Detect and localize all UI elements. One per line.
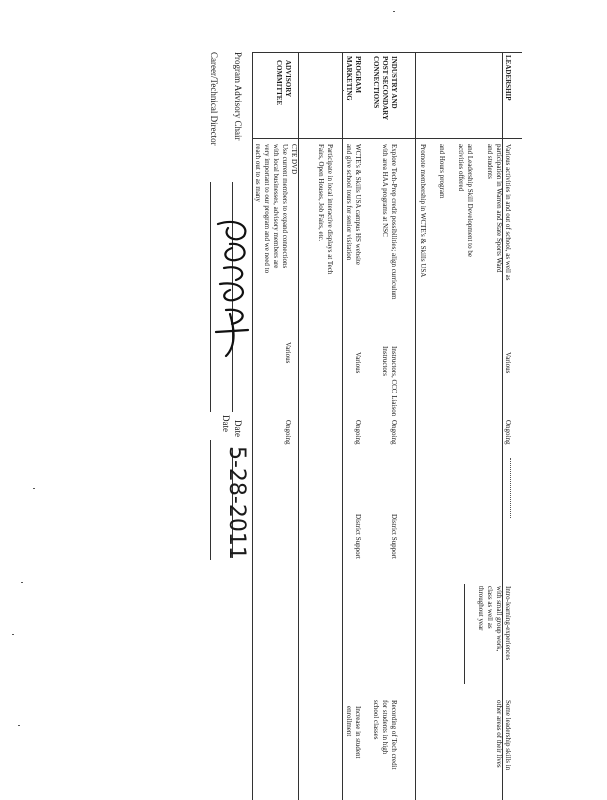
advisory-line-5: reach out to as many xyxy=(254,144,262,202)
leadership-person: Various xyxy=(504,352,512,374)
leadership-line-2: participation in Warren and State Sports Ward xyxy=(495,144,503,273)
marketing-heading-line-1: PROGRAM xyxy=(354,56,362,93)
leadership-note-box-left xyxy=(464,584,465,684)
marketing-outcome-line-2: enrollment xyxy=(345,706,353,737)
industry-budget: District Support xyxy=(390,514,398,559)
advisory-person: Various xyxy=(284,342,292,364)
marketing-person: Various xyxy=(354,352,362,374)
advisory-heading-line-1: ADVISORY xyxy=(284,60,292,98)
advisory-line-1: CTE DVD xyxy=(290,144,298,175)
marketing-line-4: Fairs, Open Houses, Job Fairs, etc. xyxy=(317,144,325,242)
industry-person-line-2: Instructors xyxy=(381,346,389,376)
program-advisory-chair-label: Program Advisory Chair xyxy=(233,52,243,141)
table-column-divider xyxy=(298,52,299,800)
industry-outcome-line-1: Recording of Tech credit xyxy=(390,700,398,770)
leadership-line-3: and students xyxy=(486,144,494,179)
advisory-heading-line-2: COMMITTEE xyxy=(275,60,283,106)
table-top-border xyxy=(252,52,522,53)
industry-outcome-line-3: school classes xyxy=(372,700,380,740)
marketing-line-1: WCTE's & Skills USA campus HS website xyxy=(354,144,362,266)
industry-heading-line-3: CONNECTIONS xyxy=(372,56,380,109)
leadership-note-1-line-2: with small group work, xyxy=(495,586,503,652)
leadership-heading: LEADERSHIP xyxy=(504,55,512,101)
scan-speck-3 xyxy=(21,582,23,583)
table-label-divider xyxy=(252,138,522,139)
marketing-line-3: Participate in local interactive displays at Tech xyxy=(326,144,334,275)
marketing-heading-line-2: MARKETING xyxy=(345,56,353,101)
marketing-line-2: and give school tours for senior visitation xyxy=(345,144,353,261)
leadership-line-6: and Hours program xyxy=(438,144,446,199)
industry-heading-line-1: INDUSTRY AND xyxy=(390,56,398,109)
handwritten-date: 5-28-2011 xyxy=(224,446,249,560)
industry-line-1: Explore Tech-Prep credit possibilities; align curriculum xyxy=(390,144,398,300)
industry-person-line-1: Instructors, CCC Liaison xyxy=(390,346,398,417)
leadership-note-1-line-1: Intro-learning-experiences xyxy=(504,586,512,661)
leadership-line-1: Various activities in and out of school, as well as xyxy=(504,144,512,281)
industry-line-2: with area HAA programs at NSC xyxy=(381,144,389,237)
leadership-line-5: activities offered xyxy=(457,144,465,192)
industry-timeline: Ongoing xyxy=(390,420,398,445)
advisory-line-2: Use current members to expand connections xyxy=(281,144,289,269)
advisory-line-4: very important to our program and we need to xyxy=(263,144,271,274)
marketing-outcome-line-1: Increase in student xyxy=(354,706,362,759)
handwritten-signature xyxy=(206,214,256,364)
advisory-timeline: Ongoing xyxy=(284,420,292,445)
director-date-label: Date xyxy=(221,415,231,432)
table-row-divider-1 xyxy=(342,52,343,800)
director-date-line xyxy=(210,440,211,560)
career-technical-director-label: Career/Technical Director xyxy=(209,52,219,146)
leadership-note-2-line-2: other areas of their lives xyxy=(495,700,503,768)
scan-speck-1 xyxy=(393,11,395,12)
industry-outcome-line-2: for students in high xyxy=(381,700,389,755)
leadership-line-7: Promote membership in WCTE's & Skills USA xyxy=(419,144,427,278)
table-row-divider-2 xyxy=(415,52,416,800)
leadership-note-2-line-1: Some leadership skills in xyxy=(504,700,512,771)
leadership-timeline: Ongoing xyxy=(504,420,512,445)
leadership-note-1-line-3: class as well as xyxy=(486,586,494,629)
leadership-timeline-rule xyxy=(510,458,512,518)
marketing-budget: District Support xyxy=(354,514,362,559)
chair-date-label: Date xyxy=(233,420,243,437)
scan-speck-4 xyxy=(12,634,14,635)
industry-heading-line-2: POST SECONDARY xyxy=(381,56,389,120)
scan-speck-5 xyxy=(18,725,20,726)
leadership-line-4: and Leadership Skill Development to be xyxy=(466,144,474,257)
scan-speck-6 xyxy=(342,90,344,91)
advisory-line-3: with local businesses, advisory members are xyxy=(272,144,280,269)
leadership-note-1-line-4: throughout year xyxy=(477,586,485,631)
marketing-timeline: Ongoing xyxy=(354,420,362,445)
scan-speck-2 xyxy=(33,488,35,489)
